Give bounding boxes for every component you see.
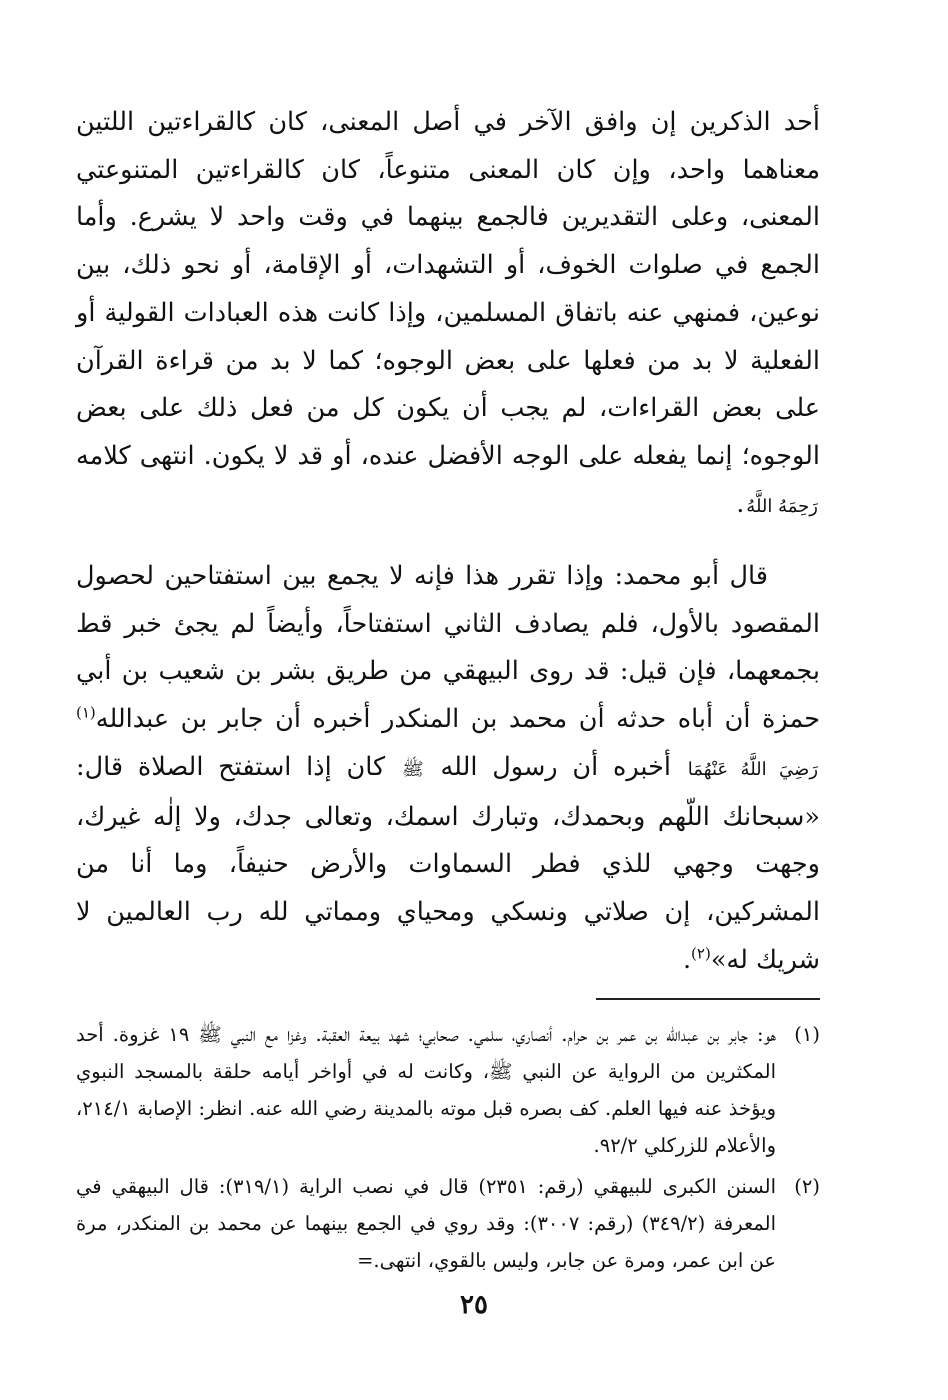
footnote-text: هو: جابر بن عبدالله بن عمر بن حرام. أنصاري، سلمي. صحابي؛ شهد بيعة العقبة. وغزا مع النبي ﷺ ١٩ غزوة. أحد المكثرين من الرواية عن النبي ﷺ، وكانت له في أواخر أيامه حلقة بالمسجد النبوي ويؤخذ عنه فيها العلم. كف بصره قبل موته بالمدينة رضي الله عنه. انظر: الإصابة ٢١٤/١، والأعلام للزركلي ٩٢/٢. (76, 1023, 776, 1157)
footnote-ref-2[interactable]: (٢) (691, 944, 711, 963)
radiallahu-anhuma-honorific: رَضِيَ اللَّهُ عَنْهُمَا (687, 758, 819, 780)
footnote-number: (٢) (794, 1175, 820, 1198)
paragraph-2-text-part3: كان إذا استفتح الصلاة قال: «سبحانك اللّهم وبحمدك، وتبارك اسمك، وتعالى جدك، ولا إلٰه غيرك، وجهت وجهي للذي فطر السماوات والأرض حنيفاً، وما أنا من المشركين، إن صلاتي ونسكي ومحياي ومماتي لله رب العالمين لا شريك له» (76, 751, 820, 975)
footnotes-section (76, 1016, 820, 1283)
footnote-number: (١) (794, 1023, 820, 1046)
main-paragraph-1 (76, 99, 820, 530)
salawat-honorific: ﷺ (401, 758, 424, 780)
paragraph-1-end: . (736, 488, 745, 519)
rahimahullah-honorific: رَحِمَهُ اللَّهُ (746, 495, 818, 517)
page-number: ٢٥ (460, 1290, 488, 1320)
paragraph-2-text-part1: قال أبو محمد: وإذا تقرر هذا فإنه لا يجمع بين استفتاحين لحصول المقصود بالأول، فلم يصادف الثاني استفتاحاً، وأيضاً لم يجئ خبر قط بجمعهما، فإن قيل: قد روى البيهقي من طريق بشر بن شعيب بن أبي حمزة أن أباه حدثه أن محمد بن المنكدر أخبره أن جابر بن عبدالله (76, 561, 820, 735)
paragraph-1-text: أحد الذكرين إن وافق الآخر في أصل المعنى، كان كالقراءتين اللتين معناهما واحد، وإن كان المعنى متنوعاً، كان كالقراءتين المتنوعتي المعنى، وعلى التقديرين فالجمع بينهما في وقت واحد لا يشرع. وأما الجمع في صلوات الخوف، أو التشهدات، أو الإقامة، أو نحو ذلك، بين نوعين، فمنهي عنه باتفاق المسلمين، وإذا كانت هذه العبادات القولية أو الفعلية لا بد من فعلها على بعض الوجوه؛ كما لا بد من قراءة القرآن على بعض القراءات، لم يجب أن يكون كل من فعل ذلك على بعض الوجوه؛ إنما يفعله على الوجه الأفضل عنده، أو قد لا يكون. انتهى كلامه (76, 107, 820, 471)
footnote-separator (596, 998, 820, 1000)
paragraph-2-text-part2: أخبره أن رسول الله (440, 751, 671, 782)
footnote-text: السنن الكبرى للبيهقي (رقم: ٢٣٥١) قال في نصب الراية (٣١٩/١): قال البيهقي في المعرفة (٣٤٩/٢) (رقم: ٣٠٠٧): وقد روي في الجمع بينهما عن محمد بن المنكدر، مرة عن ابن عمر، ومرة عن جابر، وليس بالقوي، انتهى.= (76, 1175, 777, 1272)
footnote-ref-1[interactable]: (١) (76, 703, 96, 722)
paragraph-2-end: . (682, 944, 692, 975)
footnote-1 (76, 1016, 820, 1164)
main-paragraph-2 (76, 553, 820, 984)
footnote-2 (76, 1168, 820, 1279)
